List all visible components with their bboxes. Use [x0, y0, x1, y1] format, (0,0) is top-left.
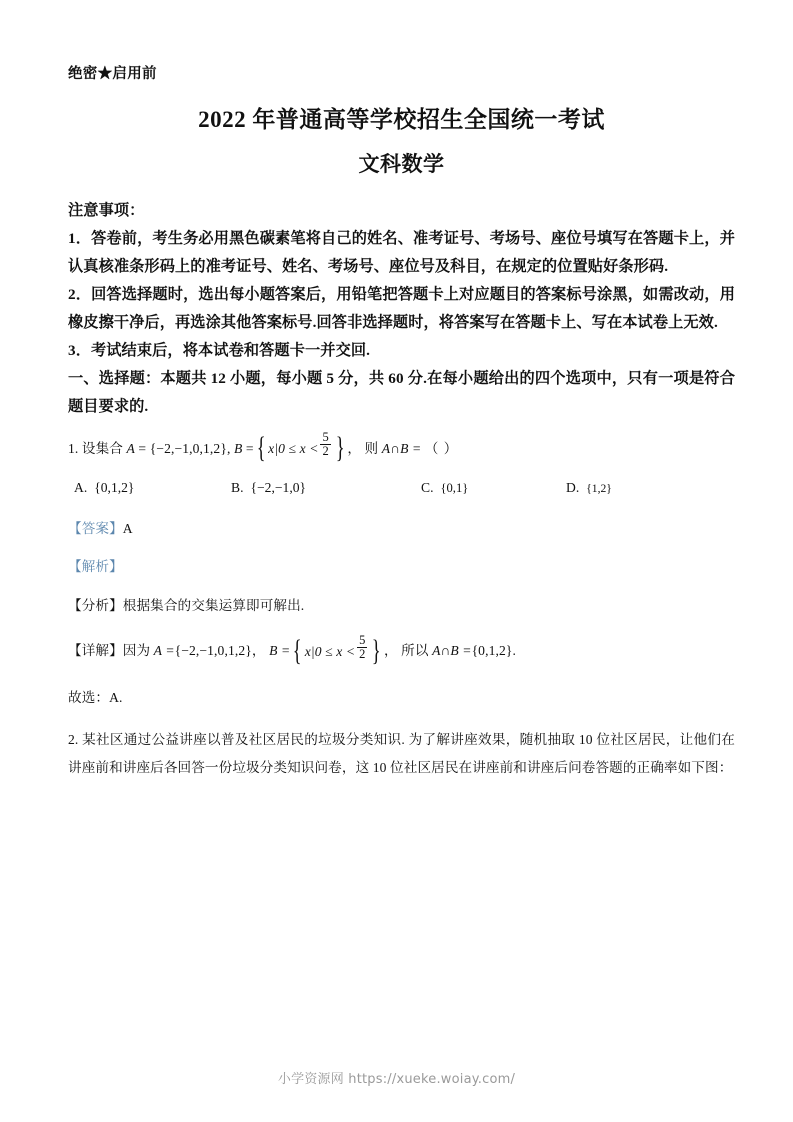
question-1-answer-line	[68, 515, 735, 543]
option-c-value: {0,1}	[440, 481, 469, 496]
question-1-set-a-eq: =	[138, 440, 147, 456]
question-1-intersection-expr: A∩B =	[381, 440, 422, 456]
exam-title: 2022 年普通高等学校招生全国统一考试	[198, 107, 605, 133]
question-1-set-b-eq: =	[245, 440, 254, 456]
option-d-label: D.	[566, 480, 580, 496]
option-d[interactable]	[566, 475, 612, 502]
detail-period: .	[512, 643, 516, 659]
fraction-denominator: 2	[322, 444, 329, 459]
detail-result-value: {0,1,2}	[471, 643, 513, 659]
question-1-set-b-builder	[254, 430, 348, 465]
detail-tag: 【详解】	[68, 643, 123, 659]
option-a-value: {0,1,2}	[94, 480, 135, 496]
detail-fraction-denominator: 2	[359, 647, 366, 662]
exam-subject-title: 文科数学	[358, 152, 445, 177]
question-1-answer-paren: （ ）	[424, 440, 459, 456]
analysis-tag: 【分析】	[68, 598, 123, 614]
explanation-tag: 【解析】	[68, 559, 123, 575]
left-brace-glyph: {	[256, 431, 266, 465]
right-brace-glyph: }	[335, 431, 345, 465]
detail-left-brace-glyph: {	[293, 634, 303, 668]
question-1-analysis-line	[68, 592, 735, 620]
notice-block	[68, 197, 735, 365]
question-2-text: 某社区通过公益讲座以普及社区居民的垃圾分类知识. 为了解讲座效果，随机抽取 10 位社区居民，让他们在讲座前和讲座后各回答一份垃圾分类知识问卷，这 10 位社区居民在讲座前和讲座后问卷答题的正确率如下图：	[68, 732, 736, 776]
detail-right-brace-glyph: }	[372, 634, 382, 668]
notice-item-1: 1．答卷前，考生务必用黑色碳素笔将自己的姓名、准考证号、考场号、座位号填写在答题卡上，并认真核准条形码上的准考证号、姓名、考场号、座位号及科目，在规定的位置贴好条形码.	[68, 229, 735, 275]
question-2	[68, 726, 735, 782]
section-heading-choice: 一、选择题：本题共 12 小题，每小题 5 分，共 60 分.在每小题给出的四个选项中，只有一项是符合题目要求的.	[68, 369, 735, 415]
option-b-label: B.	[231, 480, 244, 496]
detail-so: 所以	[401, 643, 429, 659]
option-c[interactable]	[421, 475, 468, 501]
watermark: 小学资源网 https://xueke.woiay.com/	[277, 1072, 516, 1087]
notice-item-3: 3．考试结束后，将本试卷和答题卡一并交回.	[68, 341, 371, 359]
question-1-detail-line: 【详解】因为 A ={−2,−1,0,1,2}， B = { x|0 ≤ x < $\frac{5}{2}$ } ， 所以 A∩B ={0,1,2}.	[68, 632, 516, 668]
question-1-explanation-line	[68, 553, 735, 581]
detail-fraction-numerator: 5	[359, 632, 366, 647]
option-d-value: {1,2}	[586, 482, 612, 496]
notice-heading: 注意事项：	[68, 201, 145, 219]
question-1-choose-line: 故选：A.	[68, 690, 123, 706]
detail-set-a: A =	[153, 643, 175, 659]
question-1-set-b-condition: x|0 ≤ x <	[268, 441, 319, 457]
secret-notice: 绝密★启用前	[68, 66, 157, 82]
detail-set-b-builder	[290, 632, 384, 668]
notice-item-2: 2．回答选择题时，选出每小题答案后，用铅笔把答题卡上对应题目的答案标号涂黑，如需改动，用橡皮擦干净后，再选涂其他答案标号.回答非选择题时，将答案写在答题卡上、写在本试卷上无效.	[68, 285, 735, 331]
detail-because: 因为	[122, 643, 151, 659]
option-b[interactable]	[231, 475, 306, 501]
question-2-stem	[68, 726, 735, 782]
question-1-set-a-name: A	[126, 440, 135, 456]
detail-fraction	[357, 634, 367, 661]
question-1-number: 1.	[68, 440, 79, 456]
detail-set-b: B =	[269, 643, 291, 659]
option-b-value: {−2,−1,0}	[250, 480, 307, 496]
question-1-stem-lead: 设集合	[81, 440, 123, 456]
question-1	[68, 430, 735, 465]
detail-result-expr: A∩B =	[432, 643, 472, 659]
detail-set-a-value: {−2,−1,0,1,2}	[174, 643, 252, 659]
question-2-number: 2.	[68, 732, 79, 748]
question-1-set-b-name: B	[233, 440, 243, 456]
fraction-numerator: 5	[322, 430, 329, 445]
question-1-stem: 1. 设集合 A = {−2,−1,0,1,2}, B = { x|0 ≤ x < $\frac{5}{2}$ } ， 则 A∩B = （ ）	[68, 430, 459, 465]
question-1-comma: ,	[226, 440, 231, 456]
detail-set-b-condition: x|0 ≤ x <	[304, 644, 356, 660]
question-1-options	[68, 475, 735, 505]
analysis-text: 根据集合的交集运算即可解出.	[122, 598, 305, 614]
answer-value: A	[122, 521, 133, 537]
question-1-set-a-value: {−2,−1,0,1,2}	[149, 440, 227, 456]
option-a[interactable]	[74, 475, 134, 501]
page-content	[68, 66, 735, 782]
question-1-fraction	[320, 431, 330, 458]
option-c-label: C.	[421, 480, 434, 496]
answer-tag: 【答案】	[68, 521, 123, 537]
option-a-label: A.	[74, 480, 88, 496]
question-1-then-word: 则	[364, 440, 379, 456]
